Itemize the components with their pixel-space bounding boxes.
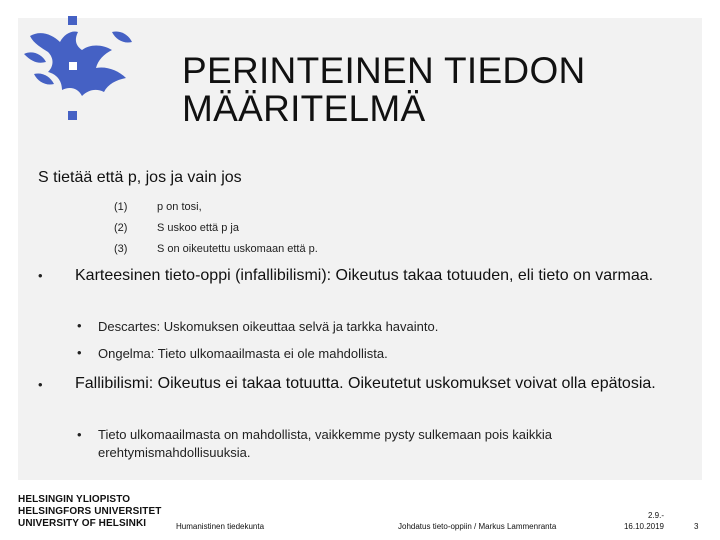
university-wordmark <box>18 494 161 530</box>
footer-faculty: Humanistinen tiedekunta <box>176 522 265 531</box>
bullet-1-sub-1: Descartes: Uskomuksen oikeuttaa selvä ja tarkka havainto. <box>98 319 439 334</box>
title-line-1: PERINTEINEN TIEDON <box>182 50 586 91</box>
footer-course: Johdatus tieto-oppiin / Markus Lammenranta <box>398 522 557 531</box>
bullet-2-text: Fallibilismi: Oikeutus ei takaa totuutta. Oikeutetut uskomukset voivat olla epätosia. <box>75 375 656 392</box>
condition-number: (3) <box>114 243 128 255</box>
university-name-sv: HELSINGFORS UNIVERSITET <box>18 506 162 517</box>
footer-date-line-2: 16.10.2019 <box>623 522 664 531</box>
sub-bullet-marker: • <box>77 318 82 333</box>
sub-bullet-marker: • <box>77 427 82 442</box>
condition-text: p on tosi, <box>157 201 202 213</box>
bullet-1-sub-2: Ongelma: Tieto ulkomaailmasta ei ole mahdollista. <box>98 346 388 361</box>
condition-number: (1) <box>114 201 128 213</box>
page-number: 3 <box>694 522 699 531</box>
slide-title <box>182 52 682 128</box>
university-name-en: UNIVERSITY OF HELSINKI <box>18 518 147 529</box>
condition-text: S on oikeutettu uskomaan että p. <box>157 243 318 255</box>
bullet-marker: • <box>38 268 43 283</box>
condition-text: S uskoo että p ja <box>157 222 239 234</box>
condition-number: (2) <box>114 222 128 234</box>
bullet-1-text: Karteesinen tieto-oppi (infallibilismi): Oikeutus takaa totuuden, eli tieto on varmaa. <box>75 267 654 284</box>
bullet-marker: • <box>38 377 43 392</box>
sub-bullet-marker: • <box>77 345 82 360</box>
university-name-fi: HELSINGIN YLIOPISTO <box>18 494 131 505</box>
intro-text: S tietää että p, jos ja vain jos <box>38 169 242 186</box>
footer-date-line-1: 2.9.- <box>647 511 664 520</box>
university-logo-icon <box>20 14 138 122</box>
bullet-2-sub-1: Tieto ulkomaailmasta on mahdollista, vaikkemme pysty sulkemaan pois kaikkia erehtymismahdollisuuksia. <box>98 427 552 460</box>
title-line-2: MÄÄRITELMÄ <box>182 88 426 129</box>
